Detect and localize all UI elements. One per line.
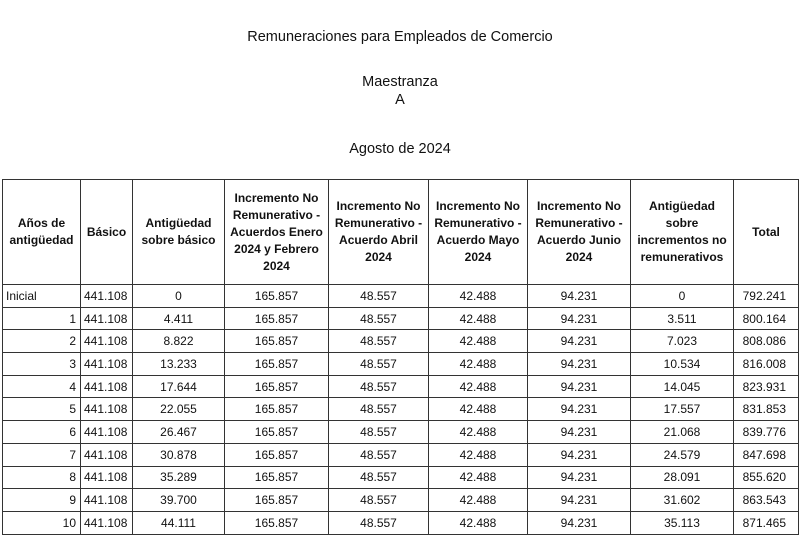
category-label: Maestranza (362, 74, 438, 90)
table-cell: 13.233 (133, 353, 225, 376)
column-header: Total (734, 180, 799, 285)
table-cell: 42.488 (429, 353, 528, 376)
table-cell: 165.857 (225, 421, 329, 444)
period-label: Agosto de 2024 (349, 141, 451, 157)
table-cell: 3.511 (631, 307, 734, 330)
table-cell: 839.776 (734, 421, 799, 444)
table-cell: 48.557 (329, 353, 429, 376)
table-cell: 831.853 (734, 398, 799, 421)
column-header: Antigüedad sobre incrementos no remunerativos (631, 180, 734, 285)
table-cell: 94.231 (528, 398, 631, 421)
table-row (3, 330, 799, 353)
table-cell: 94.231 (528, 330, 631, 353)
table-cell: 42.488 (429, 421, 528, 444)
table-cell: 441.108 (81, 398, 133, 421)
table-cell: 165.857 (225, 443, 329, 466)
column-header: Antigüedad sobre básico (133, 180, 225, 285)
table-cell: 823.931 (734, 375, 799, 398)
table-cell: 94.231 (528, 511, 631, 534)
table-cell: 9 (3, 489, 81, 512)
table-cell: 8.822 (133, 330, 225, 353)
table-cell: 441.108 (81, 307, 133, 330)
table-cell: 48.557 (329, 511, 429, 534)
table-cell: 94.231 (528, 489, 631, 512)
table-cell: 3 (3, 353, 81, 376)
table-row (3, 443, 799, 466)
table-cell: 94.231 (528, 307, 631, 330)
table-cell: 871.465 (734, 511, 799, 534)
table-cell: 35.289 (133, 466, 225, 489)
table-cell: 441.108 (81, 489, 133, 512)
column-header: Incremento No Remunerativo - Acuerdo Junio 2024 (528, 180, 631, 285)
table-row (3, 375, 799, 398)
table-cell: 800.164 (734, 307, 799, 330)
table-cell: 30.878 (133, 443, 225, 466)
table-cell: 165.857 (225, 489, 329, 512)
table-row (3, 307, 799, 330)
table-cell: 1 (3, 307, 81, 330)
table-cell: 10 (3, 511, 81, 534)
column-header: Incremento No Remunerativo - Acuerdos Enero 2024 y Febrero 2024 (225, 180, 329, 285)
table-cell: 7 (3, 443, 81, 466)
table-cell: 42.488 (429, 375, 528, 398)
column-header: Años de antigüedad (3, 180, 81, 285)
table-cell: 35.113 (631, 511, 734, 534)
table-cell: 48.557 (329, 443, 429, 466)
table-cell: 863.543 (734, 489, 799, 512)
table-cell: Inicial (3, 285, 81, 308)
table-cell: 2 (3, 330, 81, 353)
column-header: Incremento No Remunerativo - Acuerdo Abril 2024 (329, 180, 429, 285)
table-cell: 42.488 (429, 307, 528, 330)
table-cell: 6 (3, 421, 81, 444)
table-cell: 165.857 (225, 375, 329, 398)
table-cell: 31.602 (631, 489, 734, 512)
table-cell: 26.467 (133, 421, 225, 444)
table-cell: 28.091 (631, 466, 734, 489)
table-cell: 39.700 (133, 489, 225, 512)
table-cell: 441.108 (81, 511, 133, 534)
salary-table (2, 179, 799, 535)
table-cell: 94.231 (528, 443, 631, 466)
table-cell: 48.557 (329, 489, 429, 512)
table-cell: 165.857 (225, 307, 329, 330)
table-cell: 0 (631, 285, 734, 308)
table-cell: 14.045 (631, 375, 734, 398)
table-cell: 94.231 (528, 466, 631, 489)
table-row (3, 285, 799, 308)
table-cell: 165.857 (225, 466, 329, 489)
table-row (3, 466, 799, 489)
table-cell: 42.488 (429, 511, 528, 534)
table-row (3, 421, 799, 444)
table-cell: 5 (3, 398, 81, 421)
table-cell: 42.488 (429, 466, 528, 489)
table-cell: 165.857 (225, 511, 329, 534)
table-cell: 792.241 (734, 285, 799, 308)
column-header: Básico (81, 180, 133, 285)
table-cell: 48.557 (329, 421, 429, 444)
table-cell: 42.488 (429, 330, 528, 353)
table-cell: 42.488 (429, 489, 528, 512)
table-cell: 4.411 (133, 307, 225, 330)
table-cell: 48.557 (329, 398, 429, 421)
table-cell: 42.488 (429, 443, 528, 466)
table-cell: 24.579 (631, 443, 734, 466)
table-cell: 855.620 (734, 466, 799, 489)
table-cell: 165.857 (225, 353, 329, 376)
table-cell: 441.108 (81, 285, 133, 308)
table-cell: 42.488 (429, 285, 528, 308)
table-cell: 22.055 (133, 398, 225, 421)
table-cell: 441.108 (81, 421, 133, 444)
table-cell: 21.068 (631, 421, 734, 444)
table-cell: 441.108 (81, 353, 133, 376)
table-cell: 94.231 (528, 353, 631, 376)
table-cell: 0 (133, 285, 225, 308)
table-cell: 165.857 (225, 285, 329, 308)
table-cell: 48.557 (329, 375, 429, 398)
table-row (3, 511, 799, 534)
table-cell: 165.857 (225, 330, 329, 353)
table-cell: 94.231 (528, 375, 631, 398)
table-cell: 441.108 (81, 330, 133, 353)
table-cell: 48.557 (329, 466, 429, 489)
table-cell: 7.023 (631, 330, 734, 353)
table-cell: 165.857 (225, 398, 329, 421)
column-header: Incremento No Remunerativo - Acuerdo Mayo 2024 (429, 180, 528, 285)
table-cell: 17.644 (133, 375, 225, 398)
table-cell: 441.108 (81, 443, 133, 466)
table-cell: 441.108 (81, 375, 133, 398)
table-cell: 94.231 (528, 285, 631, 308)
table-cell: 44.111 (133, 511, 225, 534)
table-cell: 847.698 (734, 443, 799, 466)
document-title: Remuneraciones para Empleados de Comercio (247, 29, 553, 45)
table-row (3, 353, 799, 376)
table-cell: 816.008 (734, 353, 799, 376)
table-cell: 8 (3, 466, 81, 489)
table-cell: 42.488 (429, 398, 528, 421)
table-cell: 4 (3, 375, 81, 398)
table-cell: 94.231 (528, 421, 631, 444)
table-cell: 48.557 (329, 307, 429, 330)
table-cell: 441.108 (81, 466, 133, 489)
table-cell: 48.557 (329, 330, 429, 353)
table-cell: 808.086 (734, 330, 799, 353)
table-row (3, 489, 799, 512)
table-row (3, 398, 799, 421)
table-cell: 10.534 (631, 353, 734, 376)
table-cell: 17.557 (631, 398, 734, 421)
table-cell: 48.557 (329, 285, 429, 308)
level-label: A (395, 92, 405, 108)
